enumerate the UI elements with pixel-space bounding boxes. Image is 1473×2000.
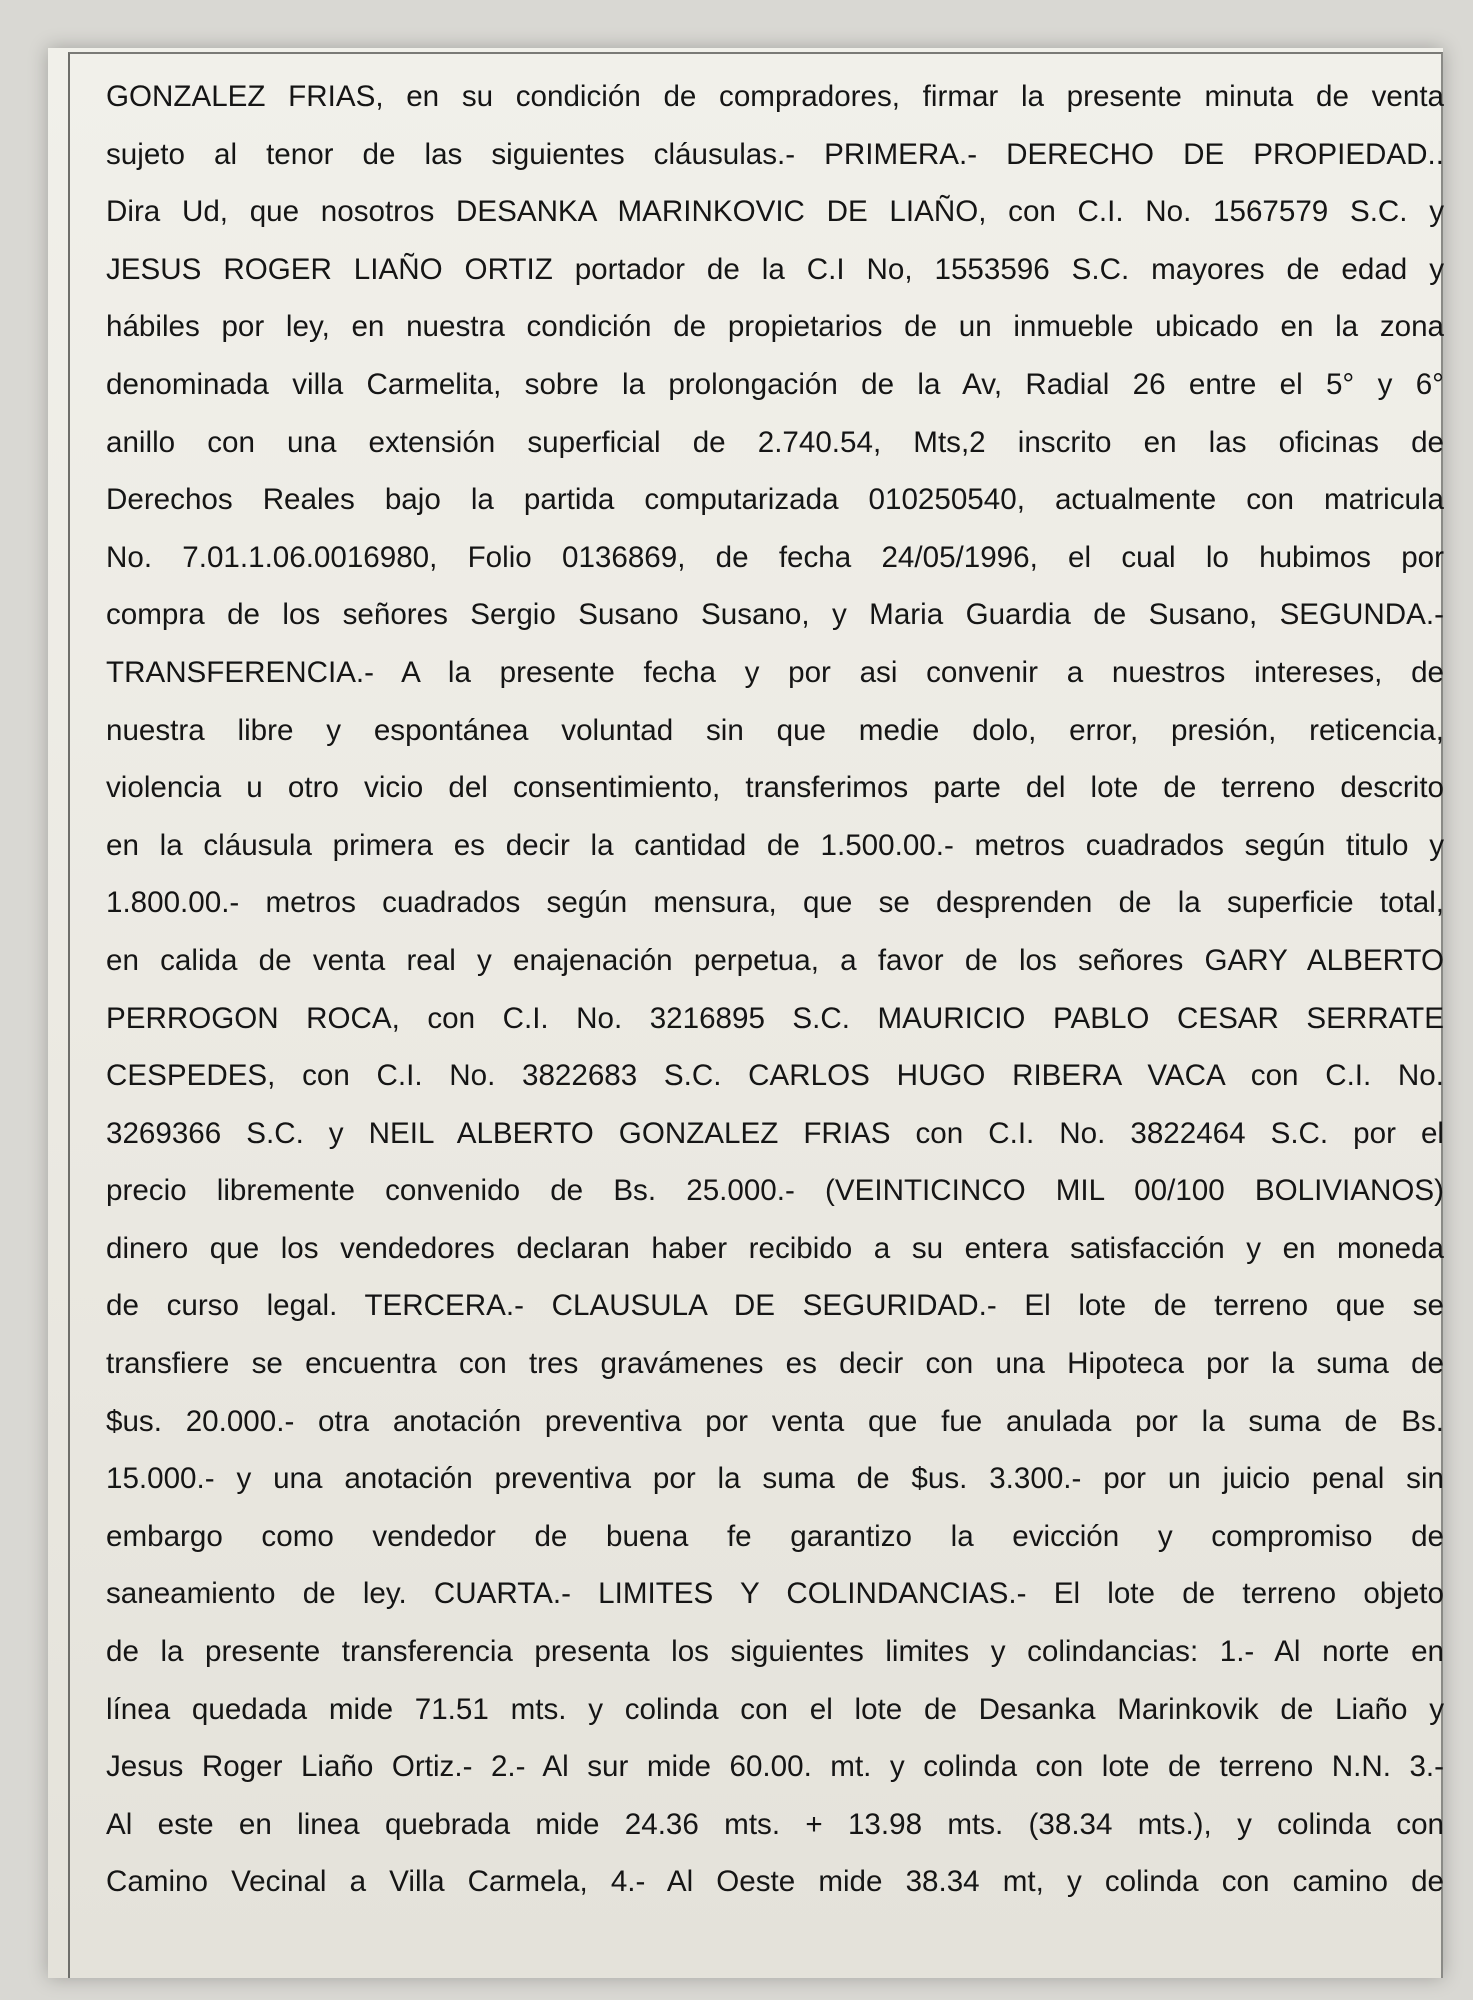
text-line: CESPEDES, con C.I. No. 3822683 S.C. CARLOS HUGO RIBERA VACA con C.I. No. bbox=[106, 1059, 1444, 1093]
text-line: anillo con una extensión superficial de 2.740.54, Mts,2 inscrito en las oficinas de bbox=[106, 425, 1444, 459]
text-line: transfiere se encuentra con tres gravámenes es decir con una Hipoteca por la suma de bbox=[106, 1347, 1444, 1381]
contract-text bbox=[106, 68, 1444, 1911]
text-line: Dira Ud, que nosotros DESANKA MARINKOVIC DE LIAÑO, con C.I. No. 1567579 S.C. y bbox=[106, 195, 1444, 229]
text-line: nuestra libre y espontánea voluntad sin que medie dolo, error, presión, reticencia, bbox=[106, 713, 1444, 747]
text-line: embargo como vendedor de buena fe garantizo la evicción y compromiso de bbox=[106, 1519, 1444, 1553]
text-line: de curso legal. TERCERA.- CLAUSULA DE SEGURIDAD.- El lote de terreno que se bbox=[106, 1289, 1444, 1323]
text-line: GONZALEZ FRIAS, en su condición de compradores, firmar la presente minuta de venta bbox=[106, 80, 1444, 113]
document-page bbox=[48, 48, 1443, 1978]
text-line: Al este en linea quebrada mide 24.36 mts. + 13.98 mts. (38.34 mts.), y colinda con bbox=[106, 1807, 1444, 1841]
text-line: en la cláusula primera es decir la cantidad de 1.500.00.- metros cuadrados según titulo y bbox=[106, 828, 1444, 862]
text-line: 1.800.00.- metros cuadrados según mensura, que se desprenden de la superficie total, bbox=[106, 886, 1444, 920]
text-line: $us. 20.000.- otra anotación preventiva por venta que fue anulada por la suma de Bs. bbox=[106, 1404, 1444, 1438]
text-line: sujeto al tenor de las siguientes cláusulas.- PRIMERA.- DERECHO DE PROPIEDAD.. bbox=[106, 137, 1444, 171]
text-line: Camino Vecinal a Villa Carmela, 4.- Al Oeste mide 38.34 mt, y colinda con camino de bbox=[106, 1865, 1444, 1899]
text-line: 15.000.- y una anotación preventiva por la suma de $us. 3.300.- por un juicio penal sin bbox=[106, 1462, 1444, 1496]
text-line: Derechos Reales bajo la partida computarizada 010250540, actualmente con matricula bbox=[106, 483, 1444, 517]
text-line: de la presente transferencia presenta los siguientes limites y colindancias: 1.- Al norte en bbox=[106, 1635, 1444, 1669]
text-line: No. 7.01.1.06.0016980, Folio 0136869, de fecha 24/05/1996, el cual lo hubimos por bbox=[106, 540, 1444, 574]
text-line: compra de los señores Sergio Susano Susano, y Maria Guardia de Susano, SEGUNDA.- bbox=[106, 598, 1444, 632]
text-line: PERROGON ROCA, con C.I. No. 3216895 S.C. MAURICIO PABLO CESAR SERRATE bbox=[106, 1001, 1444, 1035]
text-line: 3269366 S.C. y NEIL ALBERTO GONZALEZ FRIAS con C.I. No. 3822464 S.C. por el bbox=[106, 1116, 1444, 1150]
text-line: denominada villa Carmelita, sobre la prolongación de la Av, Radial 26 entre el 5° y 6° bbox=[106, 367, 1444, 401]
text-line: en calida de venta real y enajenación perpetua, a favor de los señores GARY ALBERTO bbox=[106, 943, 1444, 977]
text-line: Jesus Roger Liaño Ortiz.- 2.- Al sur mide 60.00. mt. y colinda con lote de terreno N.N. 3.- bbox=[106, 1750, 1444, 1784]
text-line: hábiles por ley, en nuestra condición de propietarios de un inmueble ubicado en la zona bbox=[106, 310, 1444, 344]
text-line: dinero que los vendedores declaran haber recibido a su entera satisfacción y en moneda bbox=[106, 1231, 1444, 1265]
text-line: TRANSFERENCIA.- A la presente fecha y por asi convenir a nuestros intereses, de bbox=[106, 655, 1444, 689]
text-line: línea quedada mide 71.51 mts. y colinda con el lote de Desanka Marinkovik de Liaño y bbox=[106, 1692, 1444, 1726]
text-line: precio libremente convenido de Bs. 25.000.- (VEINTICINCO MIL 00/100 BOLIVIANOS) bbox=[106, 1174, 1444, 1208]
text-line: JESUS ROGER LIAÑO ORTIZ portador de la C.I No, 1553596 S.C. mayores de edad y bbox=[106, 252, 1444, 286]
text-line: violencia u otro vicio del consentimiento, transferimos parte del lote de terreno descrito bbox=[106, 771, 1444, 805]
text-line: saneamiento de ley. CUARTA.- LIMITES Y COLINDANCIAS.- El lote de terreno objeto bbox=[106, 1577, 1444, 1611]
